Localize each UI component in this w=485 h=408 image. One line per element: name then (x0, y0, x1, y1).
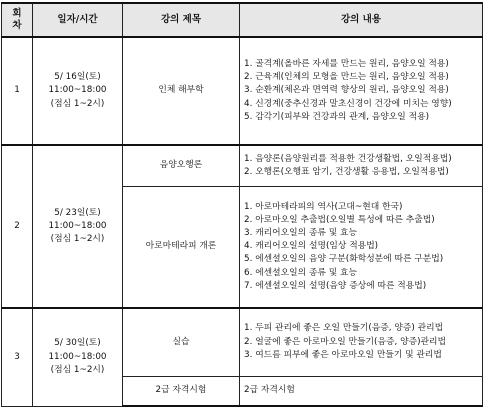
header-lecture-title: 강의 제목 (123, 3, 240, 37)
lecture-content (240, 145, 483, 186)
list-item: 4. 신경계(중추신경과 말초신경이 건강에 미치는 영향) (244, 98, 452, 109)
list-item: 3. 여드름 피부에 좋은 아로마오일 만들기 및 관리법 (244, 349, 442, 360)
list-item: 1. 두피 관리에 좋은 오일 만들기(음증, 양증) 관리법 (244, 323, 444, 334)
list-item: 7. 에센셜오일의 설명(음양 증상에 따른 적용법) (244, 280, 427, 291)
lecture-title: 아로마테라피 개론 (123, 186, 240, 308)
round-lunch: (점심 1~2시) (50, 364, 105, 375)
lecture-content (240, 186, 483, 308)
list-item: 1. 아로마테라피의 역사(고대~현대 한국) (244, 201, 403, 212)
lecture-title: 인체 해부학 (123, 37, 240, 145)
list-item: 2급 자격시험 (244, 385, 295, 396)
header-lecture-content: 강의 내용 (240, 3, 483, 37)
round-date: 5/ 23일(토) (54, 207, 101, 218)
list-item: 1. 음양론(음양원리를 적용한 건강생활법, 오일적용법) (244, 153, 452, 164)
header-round (2, 3, 33, 37)
header-round-line1: 회 (12, 8, 22, 19)
list-item: 2. 근육계(인체의 모형을 만드는 원리, 음양오일 적용) (244, 72, 449, 83)
list-item: 4. 캐리어오일의 설명(임상 적용법) (244, 241, 379, 252)
round-date: 5/ 16일(토) (54, 72, 101, 83)
table-row (2, 308, 483, 376)
round-time: 11:00~18:00 (48, 220, 107, 231)
lecture-content (240, 37, 483, 145)
round-number: 2 (2, 145, 33, 308)
list-item: 1. 골격계(올바른 자세를 만드는 원리, 음양오일 적용) (244, 58, 449, 69)
round-lunch: (점심 1~2시) (50, 234, 105, 245)
round-date: 5/ 30일(토) (54, 338, 101, 349)
round-date-cell (33, 37, 123, 145)
lecture-title: 실습 (123, 308, 240, 376)
lecture-content (240, 376, 483, 406)
table-row (2, 37, 483, 145)
lecture-title: 2급 자격시험 (123, 376, 240, 406)
round-number: 1 (2, 37, 33, 145)
round-date-cell (33, 145, 123, 308)
header-date-time: 일자/시간 (33, 3, 123, 37)
list-item: 6. 에센셜오일의 종류 및 효능 (244, 267, 358, 278)
list-item: 5. 감각기(피부와 건강과의 관계, 음양오일 적용) (244, 111, 429, 122)
round-time: 11:00~18:00 (48, 85, 107, 96)
round-lunch: (점심 1~2시) (50, 98, 105, 109)
lecture-title: 음양오행론 (123, 145, 240, 186)
list-item: 3. 캐리어오일의 종류 및 효능 (244, 227, 358, 238)
round-date-cell (33, 308, 123, 406)
table-row (2, 145, 483, 186)
lecture-schedule-table (1, 2, 483, 407)
list-item: 3. 순환계(체온과 면역력 향상의 원리, 음양오일 적용) (244, 85, 449, 96)
list-item: 5. 에센셜오일의 음양 구분(화학성분에 따른 구분법) (244, 254, 444, 265)
round-number: 3 (2, 308, 33, 406)
list-item: 2. 얼굴에 좋은 아로마오일 만들기(음증, 양증)관리법 (244, 336, 446, 347)
list-item: 2. 오행론(오행표 암기, 건강생활 응용법, 오일적용법) (244, 166, 449, 177)
round-time: 11:00~18:00 (48, 351, 107, 362)
header-round-line2: 차 (12, 20, 22, 31)
lecture-content (240, 308, 483, 376)
list-item: 2. 아로마오일 추출법(오일별 특성에 따른 추출법) (244, 214, 435, 225)
header-row (2, 3, 483, 37)
